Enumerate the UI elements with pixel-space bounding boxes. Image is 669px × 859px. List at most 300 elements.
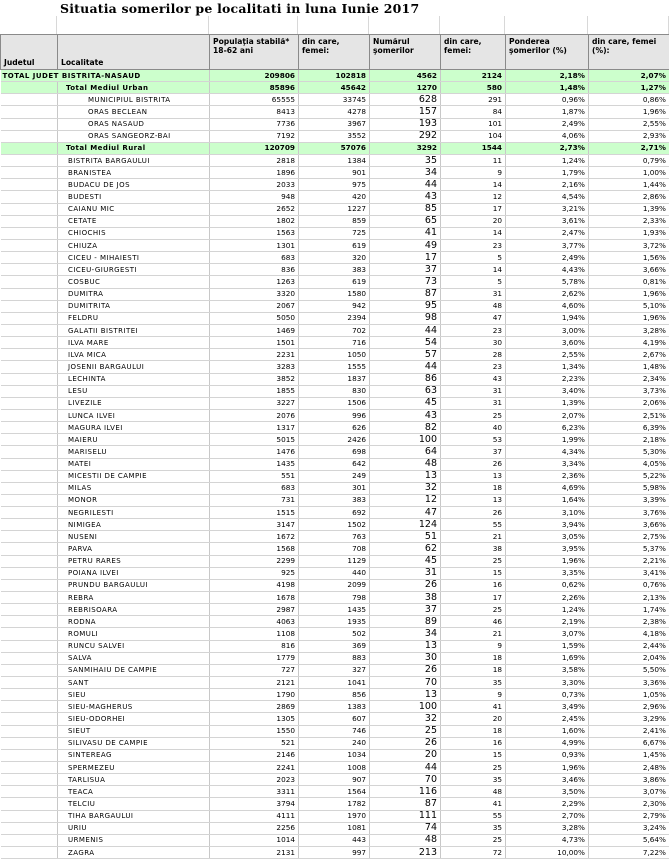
someri-cell: 111: [370, 810, 441, 822]
pondere-femei-cell: 2,86%: [589, 191, 669, 203]
pop-cell: 2076: [210, 409, 299, 421]
table-row: [1, 567, 669, 579]
someri-cell: 193: [370, 118, 441, 130]
someri-cell: 17: [370, 252, 441, 264]
someri-femei-cell: 11: [441, 154, 506, 166]
localitate-cell: SALVA: [58, 652, 210, 664]
rural-pop-cell: 120709: [210, 142, 299, 154]
pondere-femei-cell: 0,76%: [589, 579, 669, 591]
rural-total-label: Total Mediul Rural: [58, 142, 210, 154]
table-row: [1, 604, 669, 616]
pondere-femei-cell: 3,36%: [589, 677, 669, 689]
pop-cell: 2033: [210, 179, 299, 191]
pop-femei-cell: 440: [299, 567, 370, 579]
pondere-cell: 2,16%: [506, 179, 589, 191]
pop-femei-cell: 3967: [299, 118, 370, 130]
localitate-cell: CAIANU MIC: [58, 203, 210, 215]
someri-cell: 98: [370, 312, 441, 324]
someri-femei-cell: 25: [441, 834, 506, 846]
pondere-cell: 4,34%: [506, 446, 589, 458]
pop-cell: 1263: [210, 276, 299, 288]
pop-femei-cell: 619: [299, 239, 370, 251]
pop-femei-cell: 619: [299, 276, 370, 288]
pop-cell: 1301: [210, 239, 299, 251]
rural-total-row: [1, 142, 669, 154]
pop-cell: 1779: [210, 652, 299, 664]
pondere-femei-cell: 2,79%: [589, 810, 669, 822]
localitate-cell: PARVA: [58, 543, 210, 555]
someri-femei-cell: 5: [441, 252, 506, 264]
someri-femei-cell: 14: [441, 264, 506, 276]
someri-cell: 70: [370, 677, 441, 689]
someri-cell: 95: [370, 300, 441, 312]
urban-pondere-femei: 1,27%: [589, 82, 669, 94]
someri-femei-cell: 38: [441, 543, 506, 555]
pondere-cell: 1,99%: [506, 434, 589, 446]
pondere-cell: 2,70%: [506, 810, 589, 822]
someri-cell: 13: [370, 689, 441, 701]
pop-cell: 948: [210, 191, 299, 203]
pondere-cell: 3,28%: [506, 822, 589, 834]
localitate-cell: SINTEREAG: [58, 749, 210, 761]
pondere-cell: 2,26%: [506, 592, 589, 604]
pop-cell: 2231: [210, 349, 299, 361]
localitate-cell: BUDACU DE JOS: [58, 179, 210, 191]
someri-cell: 116: [370, 786, 441, 798]
localitate-cell: SIEU: [58, 689, 210, 701]
someri-cell: 38: [370, 592, 441, 604]
someri-femei-cell: 31: [441, 288, 506, 300]
pondere-cell: 0,93%: [506, 749, 589, 761]
pop-cell: 1855: [210, 385, 299, 397]
pondere-cell: 4,73%: [506, 834, 589, 846]
header-row: [1, 35, 669, 70]
pondere-cell: 3,94%: [506, 519, 589, 531]
table-row: [1, 385, 669, 397]
localitate-cell: ROMULI: [58, 628, 210, 640]
someri-femei-cell: 26: [441, 507, 506, 519]
pop-cell: 1014: [210, 834, 299, 846]
pop-cell: 2869: [210, 701, 299, 713]
pop-cell: 1790: [210, 689, 299, 701]
someri-cell: 628: [370, 94, 441, 106]
pondere-femei-cell: 2,51%: [589, 409, 669, 421]
someri-femei-cell: 72: [441, 847, 506, 859]
someri-femei-cell: 43: [441, 373, 506, 385]
table-row: [1, 409, 669, 421]
pop-femei-cell: 2394: [299, 312, 370, 324]
localitate-cell: MICESTII DE CAMPIE: [58, 470, 210, 482]
someri-cell: 44: [370, 324, 441, 336]
table-row: [1, 106, 669, 118]
someri-cell: 26: [370, 737, 441, 749]
table-row: [1, 458, 669, 470]
someri-cell: 35: [370, 154, 441, 166]
someri-cell: 63: [370, 385, 441, 397]
pop-femei-cell: 4278: [299, 106, 370, 118]
someri-cell: 124: [370, 519, 441, 531]
pop-femei-cell: 975: [299, 179, 370, 191]
pondere-cell: 1,96%: [506, 555, 589, 567]
table-row: [1, 130, 669, 142]
someri-cell: 292: [370, 130, 441, 142]
someri-cell: 34: [370, 628, 441, 640]
table-row: [1, 264, 669, 276]
pondere-femei-cell: 2,33%: [589, 215, 669, 227]
localitate-cell: MATEI: [58, 458, 210, 470]
pondere-femei-cell: 5,37%: [589, 543, 669, 555]
table-row: [1, 203, 669, 215]
pop-cell: 1435: [210, 458, 299, 470]
localitate-cell: CHIUZA: [58, 239, 210, 251]
someri-cell: 30: [370, 652, 441, 664]
table-row: [1, 519, 669, 531]
table-row: [1, 786, 669, 798]
localitate-cell: RODNA: [58, 616, 210, 628]
someri-femei-cell: 55: [441, 519, 506, 531]
header-somer-femei: din care, femei:: [441, 35, 506, 70]
pop-cell: 8413: [210, 106, 299, 118]
someri-cell: 45: [370, 397, 441, 409]
someri-femei-cell: 46: [441, 616, 506, 628]
pondere-femei-cell: 2,06%: [589, 397, 669, 409]
pop-cell: 1802: [210, 215, 299, 227]
pop-cell: 3283: [210, 361, 299, 373]
someri-cell: 44: [370, 179, 441, 191]
localitate-cell: PETRU RARES: [58, 555, 210, 567]
pop-cell: 3320: [210, 288, 299, 300]
localitate-cell: SIEU-ODORHEI: [58, 713, 210, 725]
rural-someri-cell: 3292: [370, 142, 441, 154]
pondere-cell: 1,79%: [506, 167, 589, 179]
localitate-cell: ORAS NASAUD: [58, 118, 210, 130]
table-row: [1, 434, 669, 446]
pondere-cell: 3,46%: [506, 774, 589, 786]
urban-total-row: [1, 82, 669, 94]
table-row: [1, 592, 669, 604]
pondere-cell: 3,60%: [506, 337, 589, 349]
someri-femei-cell: 101: [441, 118, 506, 130]
someri-cell: 54: [370, 337, 441, 349]
pondere-femei-cell: 1,74%: [589, 604, 669, 616]
localitate-cell: SANT: [58, 677, 210, 689]
pop-femei-cell: 746: [299, 725, 370, 737]
someri-femei-cell: 40: [441, 422, 506, 434]
header-numarul-somerilor: Numărul şomerilor: [370, 35, 441, 70]
table-row: [1, 737, 669, 749]
pondere-cell: 2,55%: [506, 349, 589, 361]
pondere-femei-cell: 2,38%: [589, 616, 669, 628]
pondere-cell: 0,96%: [506, 94, 589, 106]
localitate-cell: ORAS SANGEORZ-BAI: [58, 130, 210, 142]
someri-femei-cell: 21: [441, 628, 506, 640]
pondere-cell: 1,59%: [506, 640, 589, 652]
localitate-cell: TEACA: [58, 786, 210, 798]
someri-femei-cell: 16: [441, 737, 506, 749]
pondere-cell: 3,49%: [506, 701, 589, 713]
pondere-cell: 5,78%: [506, 276, 589, 288]
pop-cell: 2067: [210, 300, 299, 312]
localitate-cell: CHIOCHIS: [58, 227, 210, 239]
someri-femei-cell: 291: [441, 94, 506, 106]
table-row: [1, 494, 669, 506]
someri-cell: 57: [370, 349, 441, 361]
someri-femei-cell: 13: [441, 470, 506, 482]
pop-cell: 2818: [210, 154, 299, 166]
pop-femei-cell: 240: [299, 737, 370, 749]
urban-pondere: 1,48%: [506, 82, 589, 94]
pondere-femei-cell: 6,39%: [589, 422, 669, 434]
someri-cell: 51: [370, 531, 441, 543]
pop-cell: 521: [210, 737, 299, 749]
pondere-cell: 4,60%: [506, 300, 589, 312]
pondere-cell: 3,58%: [506, 664, 589, 676]
pop-femei-cell: 1435: [299, 604, 370, 616]
pop-femei-cell: 1970: [299, 810, 370, 822]
pop-cell: 2146: [210, 749, 299, 761]
someri-cell: 44: [370, 762, 441, 774]
localitate-cell: LESU: [58, 385, 210, 397]
pop-femei-cell: 369: [299, 640, 370, 652]
pondere-femei-cell: 3,24%: [589, 822, 669, 834]
localitate-cell: SANMIHAIU DE CAMPIE: [58, 664, 210, 676]
pondere-femei-cell: 2,55%: [589, 118, 669, 130]
pondere-femei-cell: 5,10%: [589, 300, 669, 312]
someri-femei-cell: 18: [441, 725, 506, 737]
rural-pondere-cell: 2,73%: [506, 142, 589, 154]
pondere-cell: 3,10%: [506, 507, 589, 519]
pop-femei-cell: 1502: [299, 519, 370, 531]
pondere-femei-cell: 2,18%: [589, 434, 669, 446]
pop-femei-cell: 1129: [299, 555, 370, 567]
pondere-cell: 4,54%: [506, 191, 589, 203]
pondere-cell: 2,07%: [506, 409, 589, 421]
pop-cell: 2987: [210, 604, 299, 616]
someri-femei-cell: 25: [441, 762, 506, 774]
pop-femei-cell: 33745: [299, 94, 370, 106]
someri-femei-cell: 17: [441, 592, 506, 604]
table-row: [1, 725, 669, 737]
table-row: [1, 628, 669, 640]
pondere-cell: 3,50%: [506, 786, 589, 798]
localitate-cell: REBRISOARA: [58, 604, 210, 616]
pop-cell: 2299: [210, 555, 299, 567]
pop-cell: 731: [210, 494, 299, 506]
pop-cell: 3227: [210, 397, 299, 409]
localitate-cell: JOSENII BARGAULUI: [58, 361, 210, 373]
table-row: [1, 470, 669, 482]
pop-femei-cell: 856: [299, 689, 370, 701]
localitate-cell: BISTRITA BARGAULUI: [58, 154, 210, 166]
localitate-cell: MILAS: [58, 482, 210, 494]
someri-femei-cell: 20: [441, 215, 506, 227]
table-row: [1, 94, 669, 106]
pop-femei-cell: 1782: [299, 798, 370, 810]
pop-cell: 3852: [210, 373, 299, 385]
pondere-femei-cell: 4,19%: [589, 337, 669, 349]
someri-femei-cell: 13: [441, 494, 506, 506]
pondere-femei-cell: 3,39%: [589, 494, 669, 506]
table-row: [1, 543, 669, 555]
pondere-cell: 2,47%: [506, 227, 589, 239]
pondere-cell: 1,87%: [506, 106, 589, 118]
table-row: [1, 227, 669, 239]
pop-cell: 925: [210, 567, 299, 579]
localitate-cell: CETATE: [58, 215, 210, 227]
pondere-cell: 2,49%: [506, 252, 589, 264]
pop-cell: 2131: [210, 847, 299, 859]
table-row: [1, 361, 669, 373]
pondere-femei-cell: 1,05%: [589, 689, 669, 701]
pop-cell: 2256: [210, 822, 299, 834]
pop-femei-cell: 443: [299, 834, 370, 846]
total-judet-label: TOTAL JUDET BISTRITA-NASAUD: [1, 70, 210, 82]
localitate-cell: CICEU - MIHAIESTI: [58, 252, 210, 264]
pondere-cell: 0,73%: [506, 689, 589, 701]
localitate-cell: MONOR: [58, 494, 210, 506]
pop-cell: 1108: [210, 628, 299, 640]
pop-femei-cell: 1041: [299, 677, 370, 689]
pop-femei-cell: 907: [299, 774, 370, 786]
pop-femei-cell: 2099: [299, 579, 370, 591]
someri-femei-cell: 23: [441, 361, 506, 373]
pondere-cell: 3,21%: [506, 203, 589, 215]
localitate-cell: URMENIS: [58, 834, 210, 846]
someri-femei-cell: 9: [441, 640, 506, 652]
localitate-cell: TIHA BARGAULUI: [58, 810, 210, 822]
pop-cell: 1568: [210, 543, 299, 555]
pop-femei-cell: 1564: [299, 786, 370, 798]
pondere-cell: 2,49%: [506, 118, 589, 130]
pondere-cell: 4,69%: [506, 482, 589, 494]
table-row: [1, 579, 669, 591]
pop-cell: 727: [210, 664, 299, 676]
table-row: [1, 701, 669, 713]
pop-cell: 683: [210, 482, 299, 494]
total-someri-femei: 2124: [441, 70, 506, 82]
someri-femei-cell: 48: [441, 300, 506, 312]
someri-femei-cell: 35: [441, 677, 506, 689]
pondere-femei-cell: 2,96%: [589, 701, 669, 713]
someri-cell: 13: [370, 640, 441, 652]
table-row: [1, 118, 669, 130]
pop-femei-cell: 3552: [299, 130, 370, 142]
pop-cell: 2241: [210, 762, 299, 774]
someri-cell: 43: [370, 191, 441, 203]
pondere-femei-cell: 3,86%: [589, 774, 669, 786]
table-row: [1, 446, 669, 458]
pop-cell: 3311: [210, 786, 299, 798]
table-row: [1, 179, 669, 191]
pop-femei-cell: 996: [299, 409, 370, 421]
localitate-cell: ORAS BECLEAN: [58, 106, 210, 118]
pondere-femei-cell: 7,22%: [589, 847, 669, 859]
pondere-cell: 4,99%: [506, 737, 589, 749]
pop-cell: 551: [210, 470, 299, 482]
pop-femei-cell: 1837: [299, 373, 370, 385]
someri-cell: 37: [370, 604, 441, 616]
localitate-cell: ZAGRA: [58, 847, 210, 859]
someri-cell: 20: [370, 749, 441, 761]
localitate-cell: DUMITRA: [58, 288, 210, 300]
pop-cell: 836: [210, 264, 299, 276]
pop-cell: 7192: [210, 130, 299, 142]
pop-femei-cell: 702: [299, 324, 370, 336]
urban-total-label: Total Mediul Urban: [58, 82, 210, 94]
pop-femei-cell: 1555: [299, 361, 370, 373]
pop-femei-cell: 901: [299, 167, 370, 179]
someri-femei-cell: 25: [441, 555, 506, 567]
someri-femei-cell: 9: [441, 689, 506, 701]
pop-femei-cell: 708: [299, 543, 370, 555]
pop-cell: 3147: [210, 519, 299, 531]
blank-grid-row: [0, 16, 669, 34]
localitate-cell: MAIERU: [58, 434, 210, 446]
pondere-femei-cell: 2,21%: [589, 555, 669, 567]
someri-femei-cell: 14: [441, 179, 506, 191]
pondere-femei-cell: 3,66%: [589, 519, 669, 531]
someri-femei-cell: 9: [441, 167, 506, 179]
pondere-femei-cell: 2,75%: [589, 531, 669, 543]
pondere-cell: 2,29%: [506, 798, 589, 810]
pondere-femei-cell: 1,45%: [589, 749, 669, 761]
table-row: [1, 762, 669, 774]
pop-cell: 683: [210, 252, 299, 264]
rural-pondere-femei-cell: 2,71%: [589, 142, 669, 154]
pop-femei-cell: 420: [299, 191, 370, 203]
someri-cell: 44: [370, 361, 441, 373]
table-row: [1, 288, 669, 300]
someri-femei-cell: 25: [441, 409, 506, 421]
localitate-cell: GALATII BISTRITEI: [58, 324, 210, 336]
someri-femei-cell: 55: [441, 810, 506, 822]
total-judet-row: [1, 70, 669, 82]
pondere-femei-cell: 5,50%: [589, 664, 669, 676]
urban-someri: 1270: [370, 82, 441, 94]
pop-cell: 4111: [210, 810, 299, 822]
rural-someri-femei-cell: 1544: [441, 142, 506, 154]
header-pop-femei: din care, femei:: [299, 35, 370, 70]
pop-cell: 2121: [210, 677, 299, 689]
pondere-cell: 2,23%: [506, 373, 589, 385]
pondere-femei-cell: 5,22%: [589, 470, 669, 482]
pop-cell: 2652: [210, 203, 299, 215]
someri-cell: 85: [370, 203, 441, 215]
table-row: [1, 664, 669, 676]
header-judet: Judetul: [1, 35, 58, 70]
pondere-femei-cell: 1,93%: [589, 227, 669, 239]
pondere-femei-cell: 1,44%: [589, 179, 669, 191]
pondere-femei-cell: 6,67%: [589, 737, 669, 749]
pondere-femei-cell: 3,41%: [589, 567, 669, 579]
total-someri: 4562: [370, 70, 441, 82]
localitate-cell: TARLISUA: [58, 774, 210, 786]
pop-femei-cell: 830: [299, 385, 370, 397]
pop-femei-cell: 763: [299, 531, 370, 543]
someri-femei-cell: 31: [441, 385, 506, 397]
someri-femei-cell: 41: [441, 798, 506, 810]
pondere-femei-cell: 0,79%: [589, 154, 669, 166]
pondere-cell: 1,64%: [506, 494, 589, 506]
pondere-cell: 1,69%: [506, 652, 589, 664]
pondere-femei-cell: 3,28%: [589, 324, 669, 336]
localitate-cell: SPERMEZEU: [58, 762, 210, 774]
pondere-femei-cell: 2,48%: [589, 762, 669, 774]
pop-cell: 1469: [210, 324, 299, 336]
pondere-cell: 3,30%: [506, 677, 589, 689]
table-row: [1, 616, 669, 628]
localitate-cell: URIU: [58, 822, 210, 834]
